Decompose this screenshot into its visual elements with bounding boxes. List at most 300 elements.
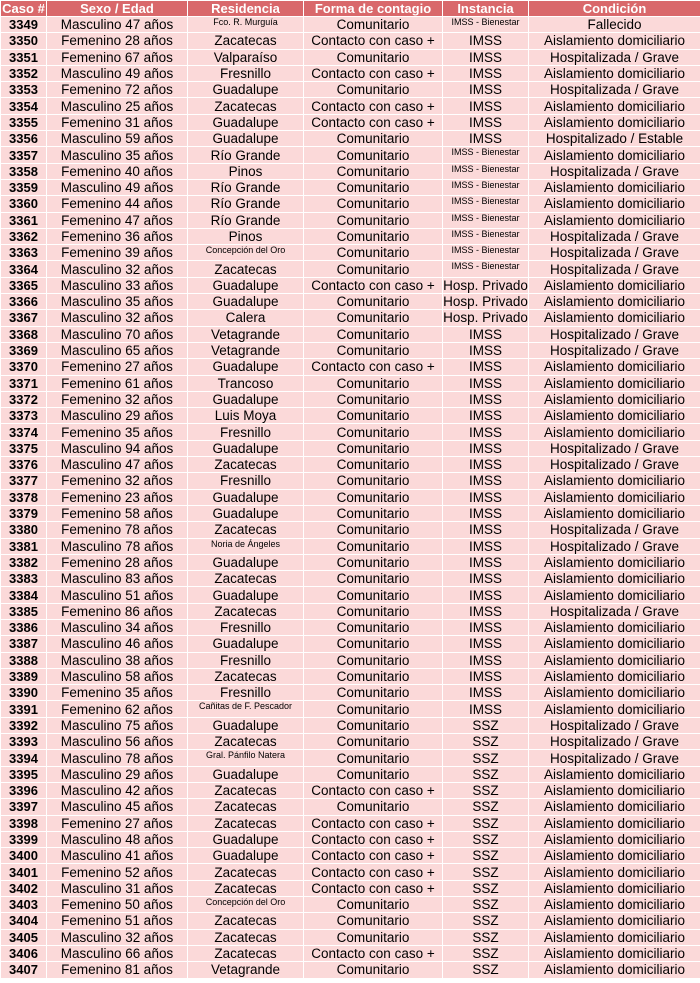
contagion-form-cell: Contacto con caso +	[304, 864, 443, 880]
sex-age-cell: Femenino 28 años	[47, 554, 188, 570]
sex-age-cell: Femenino 58 años	[47, 505, 188, 521]
condition-cell: Aislamiento domiciliario	[529, 505, 700, 521]
table-row	[1, 587, 700, 603]
table-row	[1, 734, 700, 750]
condition-cell: Hospitalizado / Grave	[529, 457, 700, 473]
contagion-form-cell: Comunitario	[304, 294, 443, 310]
condition-cell: Hospitalizado / Grave	[529, 717, 700, 733]
case-number-cell: 3398	[1, 815, 47, 831]
table-row	[1, 277, 700, 293]
case-number-cell: 3366	[1, 294, 47, 310]
instance-cell: IMSS	[443, 375, 529, 391]
instance-cell: IMSS	[443, 571, 529, 587]
table-row	[1, 163, 700, 179]
table-row	[1, 554, 700, 570]
sex-age-cell: Femenino 40 años	[47, 163, 188, 179]
instance-cell: IMSS	[443, 342, 529, 358]
residence-cell: Noria de Ángeles	[188, 538, 304, 554]
residence-cell: Zacatecas	[188, 603, 304, 619]
contagion-form-cell: Contacto con caso +	[304, 98, 443, 114]
condition-cell: Aislamiento domiciliario	[529, 98, 700, 114]
sex-age-cell: Femenino 23 años	[47, 489, 188, 505]
sex-age-cell: Masculino 66 años	[47, 945, 188, 961]
case-number-cell: 3401	[1, 864, 47, 880]
sex-age-cell: Masculino 29 años	[47, 408, 188, 424]
instance-cell: IMSS	[443, 408, 529, 424]
case-number-cell: 3364	[1, 261, 47, 277]
condition-cell: Hospitalizado / Grave	[529, 342, 700, 358]
sex-age-cell: Femenino 50 años	[47, 897, 188, 913]
contagion-form-cell: Contacto con caso +	[304, 815, 443, 831]
instance-cell: IMSS - Bienestar	[443, 196, 529, 212]
residence-cell: Zacatecas	[188, 913, 304, 929]
residence-cell: Guadalupe	[188, 587, 304, 603]
instance-cell: SSZ	[443, 929, 529, 945]
residence-cell: Río Grande	[188, 147, 304, 163]
contagion-form-cell: Comunitario	[304, 734, 443, 750]
instance-cell: Hosp. Privado	[443, 294, 528, 310]
table-row	[1, 212, 700, 228]
table-row	[1, 326, 700, 342]
contagion-form-cell: Comunitario	[304, 766, 443, 782]
table-row	[1, 668, 700, 684]
sex-age-cell: Femenino 78 años	[47, 522, 188, 538]
table-row	[1, 489, 700, 505]
condition-cell: Hospitalizada / Grave	[529, 49, 700, 65]
case-number-cell: 3361	[1, 212, 47, 228]
condition-cell: Aislamiento domiciliario	[529, 489, 700, 505]
instance-cell: IMSS	[443, 424, 529, 440]
sex-age-cell: Femenino 36 años	[47, 228, 188, 244]
residence-cell: Cañitas de F. Pescador	[188, 701, 304, 717]
contagion-form-cell: Comunitario	[304, 82, 443, 98]
residence-cell: Guadalupe	[188, 131, 304, 147]
contagion-form-cell: Comunitario	[304, 636, 443, 652]
instance-cell: IMSS - Bienestar	[443, 228, 529, 244]
condition-cell: Fallecido	[529, 17, 700, 33]
contagion-form-cell: Comunitario	[304, 538, 443, 554]
residence-cell: Guadalupe	[188, 766, 304, 782]
condition-cell: Hospitalizado / Grave	[529, 538, 700, 554]
contagion-form-cell: Comunitario	[304, 489, 443, 505]
instance-cell: IMSS - Bienestar	[443, 212, 529, 228]
case-number-cell: 3399	[1, 831, 47, 847]
case-number-cell: 3374	[1, 424, 47, 440]
condition-cell: Aislamiento domiciliario	[529, 636, 700, 652]
table-row	[1, 945, 700, 961]
instance-cell: SSZ	[443, 913, 529, 929]
contagion-form-cell: Comunitario	[304, 571, 443, 587]
table-row	[1, 473, 700, 489]
table-row	[1, 261, 700, 277]
condition-cell: Aislamiento domiciliario	[529, 424, 700, 440]
case-number-cell: 3369	[1, 342, 47, 358]
sex-age-cell: Masculino 65 años	[47, 342, 188, 358]
contagion-form-cell: Comunitario	[304, 440, 443, 456]
sex-age-cell: Masculino 56 años	[47, 734, 188, 750]
case-number-cell: 3405	[1, 929, 47, 945]
residence-cell: Guadalupe	[188, 114, 304, 130]
residence-cell: Zacatecas	[188, 945, 304, 961]
instance-cell: IMSS	[443, 359, 529, 375]
contagion-form-cell: Comunitario	[304, 473, 443, 489]
condition-cell: Aislamiento domiciliario	[529, 196, 700, 212]
table-row	[1, 750, 700, 766]
residence-cell: Gral. Pánfilo Natera	[188, 750, 304, 766]
table-row	[1, 196, 700, 212]
case-number-cell: 3358	[1, 163, 47, 179]
case-number-cell: 3385	[1, 603, 47, 619]
residence-cell: Zacatecas	[188, 522, 304, 538]
table-row	[1, 913, 700, 929]
residence-cell: Guadalupe	[188, 294, 304, 310]
residence-cell: Vetagrande	[188, 326, 304, 342]
instance-cell: IMSS	[443, 522, 529, 538]
condition-cell: Aislamiento domiciliario	[529, 587, 700, 603]
residence-cell: Concepción del Oro	[188, 245, 304, 261]
residence-cell: Guadalupe	[188, 636, 304, 652]
case-number-cell: 3389	[1, 668, 47, 684]
case-number-cell: 3349	[1, 17, 47, 33]
table-row	[1, 505, 700, 521]
condition-cell: Hospitalizada / Grave	[529, 82, 700, 98]
residence-cell: Zacatecas	[188, 815, 304, 831]
contagion-form-cell: Comunitario	[304, 342, 443, 358]
case-number-cell: 3403	[1, 897, 47, 913]
contagion-form-cell: Contacto con caso +	[304, 65, 443, 81]
instance-cell: SSZ	[443, 782, 529, 798]
residence-cell: Fresnillo	[188, 65, 304, 81]
case-number-cell: 3400	[1, 848, 47, 864]
header-row	[1, 1, 700, 17]
sex-age-cell: Femenino 47 años	[47, 212, 188, 228]
condition-cell: Hospitalizada / Grave	[529, 522, 700, 538]
residence-cell: Guadalupe	[188, 391, 304, 407]
table-row	[1, 522, 700, 538]
sex-age-cell: Masculino 51 años	[47, 587, 188, 603]
sex-age-cell: Femenino 86 años	[47, 603, 188, 619]
contagion-form-cell: Contacto con caso +	[304, 782, 443, 798]
residence-cell: Guadalupe	[188, 359, 304, 375]
sex-age-cell: Femenino 32 años	[47, 473, 188, 489]
contagion-form-cell: Comunitario	[304, 326, 443, 342]
instance-cell: IMSS - Bienestar	[443, 17, 529, 33]
contagion-form-cell: Contacto con caso +	[304, 945, 443, 961]
residence-cell: Fresnillo	[188, 473, 304, 489]
residence-cell: Guadalupe	[188, 717, 304, 733]
residence-cell: Guadalupe	[188, 82, 304, 98]
sex-age-cell: Masculino 42 años	[47, 782, 188, 798]
header-condition: Condición	[529, 1, 700, 17]
case-number-cell: 3351	[1, 49, 47, 65]
case-number-cell: 3356	[1, 131, 47, 147]
condition-cell: Aislamiento domiciliario	[529, 571, 700, 587]
case-number-cell: 3382	[1, 554, 47, 570]
residence-cell: Guadalupe	[188, 831, 304, 847]
sex-age-cell: Masculino 33 años	[47, 277, 188, 293]
contagion-form-cell: Comunitario	[304, 619, 443, 635]
sex-age-cell: Masculino 48 años	[47, 831, 188, 847]
sex-age-cell: Masculino 31 años	[47, 880, 188, 896]
contagion-form-cell: Comunitario	[304, 147, 443, 163]
contagion-form-cell: Comunitario	[304, 685, 443, 701]
sex-age-cell: Masculino 35 años	[47, 147, 188, 163]
header-contagion: Forma de contagio	[304, 1, 443, 17]
contagion-form-cell: Contacto con caso +	[304, 848, 443, 864]
table-row	[1, 652, 700, 668]
table-row	[1, 65, 700, 81]
residence-cell: Valparaíso	[188, 49, 304, 65]
case-number-cell: 3373	[1, 408, 47, 424]
residence-cell: Guadalupe	[188, 848, 304, 864]
instance-cell: IMSS - Bienestar	[443, 163, 529, 179]
condition-cell: Hospitalizada / Grave	[529, 245, 700, 261]
residence-cell: Fresnillo	[188, 619, 304, 635]
table-row	[1, 179, 700, 195]
instance-cell: IMSS	[443, 440, 529, 456]
condition-cell: Aislamiento domiciliario	[529, 33, 700, 49]
residence-cell: Zacatecas	[188, 668, 304, 684]
table-row	[1, 929, 700, 945]
condition-cell: Aislamiento domiciliario	[529, 782, 700, 798]
contagion-form-cell: Comunitario	[304, 375, 443, 391]
case-number-cell: 3352	[1, 65, 47, 81]
table-row	[1, 17, 700, 33]
sex-age-cell: Masculino 83 años	[47, 571, 188, 587]
contagion-form-cell: Comunitario	[304, 701, 443, 717]
sex-age-cell: Masculino 59 años	[47, 131, 188, 147]
case-number-cell: 3407	[1, 962, 47, 978]
instance-cell: SSZ	[443, 880, 529, 896]
residence-cell: Zacatecas	[188, 782, 304, 798]
sex-age-cell: Femenino 28 años	[47, 33, 188, 49]
instance-cell: IMSS	[443, 114, 529, 130]
table-row	[1, 82, 700, 98]
residence-cell: Fresnillo	[188, 652, 304, 668]
sex-age-cell: Masculino 49 años	[47, 179, 188, 195]
residence-cell: Zacatecas	[188, 929, 304, 945]
residence-cell: Guadalupe	[188, 489, 304, 505]
sex-age-cell: Masculino 41 años	[47, 848, 188, 864]
instance-cell: IMSS	[443, 489, 529, 505]
condition-cell: Aislamiento domiciliario	[529, 212, 700, 228]
case-number-cell: 3387	[1, 636, 47, 652]
table-row	[1, 864, 700, 880]
instance-cell: IMSS	[443, 685, 529, 701]
contagion-form-cell: Comunitario	[304, 408, 443, 424]
sex-age-cell: Femenino 27 años	[47, 815, 188, 831]
table-row	[1, 98, 700, 114]
table-row	[1, 962, 700, 978]
contagion-form-cell: Comunitario	[304, 49, 443, 65]
condition-cell: Aislamiento domiciliario	[529, 554, 700, 570]
condition-cell: Aislamiento domiciliario	[529, 619, 700, 635]
instance-cell: IMSS	[443, 636, 529, 652]
residence-cell: Guadalupe	[188, 505, 304, 521]
condition-cell: Aislamiento domiciliario	[529, 962, 700, 978]
instance-cell: IMSS	[443, 473, 529, 489]
instance-cell: SSZ	[443, 831, 529, 847]
condition-cell: Aislamiento domiciliario	[529, 65, 700, 81]
case-number-cell: 3354	[1, 98, 47, 114]
instance-cell: IMSS	[443, 619, 529, 635]
contagion-form-cell: Comunitario	[304, 750, 443, 766]
contagion-form-cell: Comunitario	[304, 603, 443, 619]
instance-cell: IMSS	[443, 131, 529, 147]
sex-age-cell: Masculino 32 años	[47, 929, 188, 945]
residence-cell: Vetagrande	[188, 962, 304, 978]
case-number-cell: 3402	[1, 880, 47, 896]
table-row	[1, 375, 700, 391]
case-number-cell: 3360	[1, 196, 47, 212]
instance-cell: IMSS	[443, 49, 529, 65]
instance-cell: IMSS	[443, 98, 529, 114]
residence-cell: Zacatecas	[188, 33, 304, 49]
residence-cell: Fresnillo	[188, 685, 304, 701]
contagion-form-cell: Comunitario	[304, 799, 443, 815]
table-row	[1, 391, 700, 407]
contagion-form-cell: Comunitario	[304, 962, 443, 978]
instance-cell: Hosp. Privado	[443, 277, 528, 293]
residence-cell: Zacatecas	[188, 880, 304, 896]
case-number-cell: 3406	[1, 945, 47, 961]
condition-cell: Hospitalizado / Grave	[529, 326, 700, 342]
case-number-cell: 3350	[1, 33, 47, 49]
condition-cell: Aislamiento domiciliario	[529, 831, 700, 847]
contagion-form-cell: Comunitario	[304, 17, 443, 33]
header-residence: Residencia	[188, 1, 304, 17]
case-number-cell: 3372	[1, 391, 47, 407]
condition-cell: Aislamiento domiciliario	[529, 864, 700, 880]
contagion-form-cell: Comunitario	[304, 163, 443, 179]
sex-age-cell: Femenino 35 años	[47, 685, 188, 701]
sex-age-cell: Masculino 32 años	[47, 261, 188, 277]
condition-cell: Hospitalizado / Grave	[529, 734, 700, 750]
sex-age-cell: Masculino 94 años	[47, 440, 188, 456]
instance-cell: IMSS	[443, 65, 529, 81]
table-row	[1, 245, 700, 261]
residence-cell: Zacatecas	[188, 799, 304, 815]
case-number-cell: 3404	[1, 913, 47, 929]
condition-cell: Aislamiento domiciliario	[529, 652, 700, 668]
residence-cell: Río Grande	[188, 196, 304, 212]
condition-cell: Aislamiento domiciliario	[529, 408, 700, 424]
table-row	[1, 228, 700, 244]
condition-cell: Hospitalizado / Grave	[529, 440, 700, 456]
instance-cell: IMSS	[443, 554, 529, 570]
case-number-cell: 3363	[1, 245, 47, 261]
case-number-cell: 3393	[1, 734, 47, 750]
condition-cell: Aislamiento domiciliario	[529, 815, 700, 831]
case-number-cell: 3396	[1, 782, 47, 798]
residence-cell: Zacatecas	[188, 864, 304, 880]
residence-cell: Calera	[188, 310, 304, 326]
condition-cell: Aislamiento domiciliario	[529, 294, 700, 310]
instance-cell: IMSS	[443, 391, 529, 407]
table-row	[1, 342, 700, 358]
condition-cell: Aislamiento domiciliario	[529, 375, 700, 391]
contagion-form-cell: Comunitario	[304, 652, 443, 668]
case-number-cell: 3376	[1, 457, 47, 473]
residence-cell: Zacatecas	[188, 457, 304, 473]
condition-cell: Aislamiento domiciliario	[529, 701, 700, 717]
condition-cell: Hospitalizada / Grave	[529, 228, 700, 244]
condition-cell: Aislamiento domiciliario	[529, 391, 700, 407]
residence-cell: Fresnillo	[188, 424, 304, 440]
table-row	[1, 636, 700, 652]
instance-cell: IMSS	[443, 505, 529, 521]
header-instance: Instancia	[443, 1, 529, 17]
sex-age-cell: Femenino 67 años	[47, 49, 188, 65]
condition-cell: Aislamiento domiciliario	[529, 277, 700, 293]
sex-age-cell: Femenino 31 años	[47, 114, 188, 130]
case-number-cell: 3391	[1, 701, 47, 717]
sex-age-cell: Femenino 35 años	[47, 424, 188, 440]
case-number-cell: 3379	[1, 505, 47, 521]
condition-cell: Aislamiento domiciliario	[529, 897, 700, 913]
sex-age-cell: Femenino 61 años	[47, 375, 188, 391]
contagion-form-cell: Contacto con caso +	[304, 880, 443, 896]
instance-cell: IMSS	[443, 701, 529, 717]
instance-cell: SSZ	[443, 848, 529, 864]
case-number-cell: 3397	[1, 799, 47, 815]
case-number-cell: 3384	[1, 587, 47, 603]
residence-cell: Concepción del Oro	[188, 897, 304, 913]
table-row	[1, 766, 700, 782]
case-number-cell: 3371	[1, 375, 47, 391]
header-case: Caso #	[2, 0, 45, 16]
condition-cell: Aislamiento domiciliario	[529, 668, 700, 684]
contagion-form-cell: Contacto con caso +	[304, 33, 443, 49]
contagion-form-cell: Comunitario	[304, 228, 443, 244]
condition-cell: Aislamiento domiciliario	[529, 913, 700, 929]
condition-cell: Hospitalizada / Grave	[529, 261, 700, 277]
case-number-cell: 3394	[1, 750, 47, 766]
contagion-form-cell: Comunitario	[304, 457, 443, 473]
condition-cell: Hospitalizada / Grave	[529, 163, 700, 179]
table-row	[1, 310, 700, 326]
case-number-cell: 3370	[1, 359, 47, 375]
sex-age-cell: Masculino 32 años	[47, 310, 188, 326]
table-row	[1, 408, 700, 424]
sex-age-cell: Masculino 34 años	[47, 619, 188, 635]
condition-cell: Aislamiento domiciliario	[529, 473, 700, 489]
contagion-form-cell: Comunitario	[304, 245, 443, 261]
contagion-form-cell: Comunitario	[304, 212, 443, 228]
residence-cell: Pinos	[188, 228, 304, 244]
case-number-cell: 3367	[1, 310, 47, 326]
case-number-cell: 3381	[1, 538, 47, 554]
instance-cell: SSZ	[443, 815, 529, 831]
condition-cell: Aislamiento domiciliario	[529, 685, 700, 701]
table-row	[1, 717, 700, 733]
residence-cell: Río Grande	[188, 212, 304, 228]
table-row	[1, 815, 700, 831]
sex-age-cell: Masculino 78 años	[47, 538, 188, 554]
residence-cell: Vetagrande	[188, 342, 304, 358]
condition-cell: Aislamiento domiciliario	[529, 799, 700, 815]
table-row	[1, 799, 700, 815]
instance-cell: IMSS	[443, 33, 529, 49]
table-row	[1, 440, 700, 456]
table-row	[1, 603, 700, 619]
case-number-cell: 3383	[1, 571, 47, 587]
instance-cell: SSZ	[443, 962, 529, 978]
instance-cell: IMSS - Bienestar	[443, 179, 529, 195]
table-row	[1, 131, 700, 147]
condition-cell: Hospitalizado / Estable	[529, 131, 700, 147]
case-number-cell: 3388	[1, 652, 47, 668]
